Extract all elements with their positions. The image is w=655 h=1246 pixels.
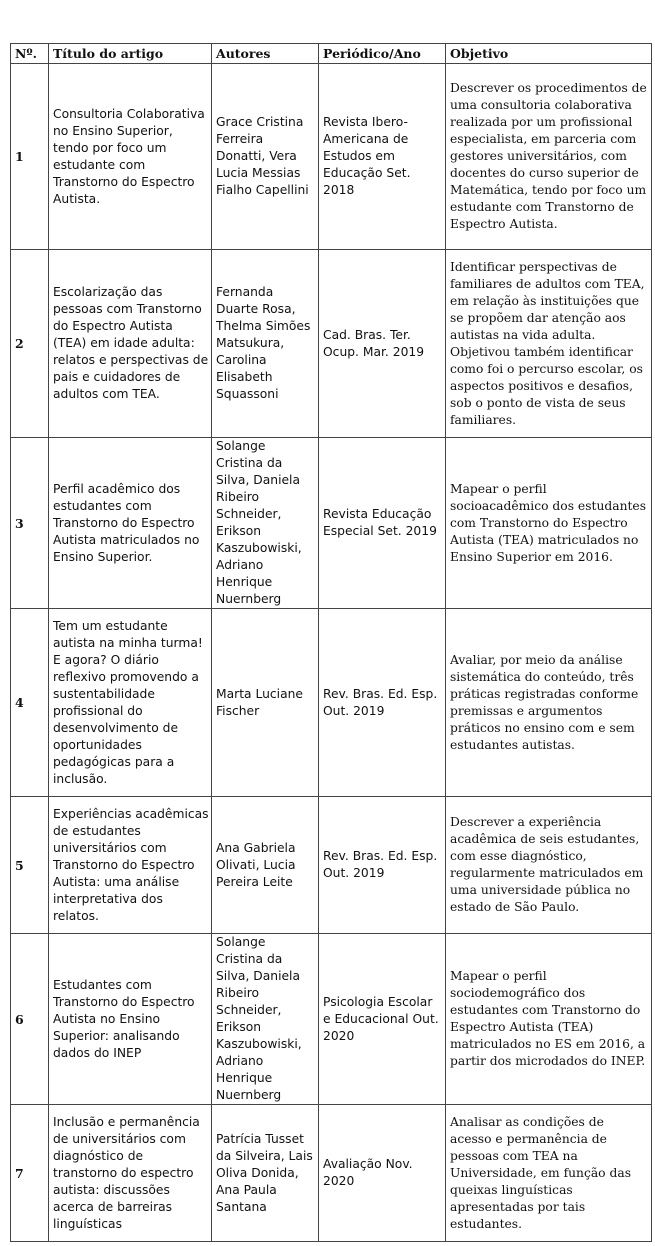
header-periodical: Periódico/Ano [319,44,446,64]
header-objective: Objetivo [446,44,652,64]
row-number: 1 [11,64,49,250]
article-title: Consultoria Colaborativa no Ensino Superior, tendo por foco um estudante com Transtorno do Espectro Autista. [49,64,212,250]
article-objective: Avaliar, por meio da análise sistemática do conteúdo, três práticas registradas conforme premissas e argumentos práticos no ensino com e sem estudantes autistas. [446,609,652,797]
article-title: Tem um estudante autista na minha turma! E agora? O diário reflexivo promovendo a sustentabilidade profissional do desenvolvimento de oportunidades pedagógicas para a inclusão. [49,609,212,797]
header-number: Nº. [11,44,49,64]
row-number: 2 [11,250,49,438]
header-authors: Autores [212,44,319,64]
table-row [11,250,652,438]
article-periodical: Avaliação Nov. 2020 [319,1105,446,1242]
article-objective: Analisar as condições de acesso e permanência de pessoas com TEA na Universidade, em função das queixas linguísticas apresentadas por tais estudantes. [446,1105,652,1242]
article-title: Perfil acadêmico dos estudantes com Transtorno do Espectro Autista matriculados no Ensino Superior. [49,438,212,609]
article-objective: Mapear o perfil socioacadêmico dos estudantes com Transtorno do Espectro Autista (TEA) matriculados no Ensino Superior em 2016. [446,438,652,609]
article-periodical: Rev. Bras. Ed. Esp. Out. 2019 [319,609,446,797]
article-authors: Fernanda Duarte Rosa, Thelma Simões Matsukura, Carolina Elisabeth Squassoni [212,250,319,438]
article-periodical: Psicologia Escolar e Educacional Out. 2020 [319,934,446,1105]
article-authors: Patrícia Tusset da Silveira, Lais Oliva Donida, Ana Paula Santana [212,1105,319,1242]
article-title: Escolarização das pessoas com Transtorno do Espectro Autista (TEA) em idade adulta: relatos e perspectivas de pais e cuidadores de adultos com TEA. [49,250,212,438]
table-row [11,609,652,797]
article-objective: Descrever os procedimentos de uma consultoria colaborativa realizada por um profissional especialista, em parceria com gestores universitários, com docentes do curso superior de Matemática, tendo por foco um estudante com Transtorno de Espectro Autista. [446,64,652,250]
table-row [11,934,652,1105]
article-title: Estudantes com Transtorno do Espectro Autista no Ensino Superior: analisando dados do INEP [49,934,212,1105]
row-number: 6 [11,934,49,1105]
article-objective: Descrever a experiência acadêmica de seis estudantes, com esse diagnóstico, regularmente matriculados em uma universidade pública no estado de São Paulo. [446,797,652,934]
row-number: 3 [11,438,49,609]
article-authors: Grace Cristina Ferreira Donatti, Vera Lucia Messias Fialho Capellini [212,64,319,250]
article-periodical: Rev. Bras. Ed. Esp. Out. 2019 [319,797,446,934]
table-row [11,1105,652,1242]
header-row [11,44,652,64]
article-authors: Marta Luciane Fischer [212,609,319,797]
row-number: 7 [11,1105,49,1242]
row-number: 4 [11,609,49,797]
table-row [11,64,652,250]
article-authors: Ana Gabriela Olivati, Lucia Pereira Leite [212,797,319,934]
article-title: Experiências acadêmicas de estudantes universitários com Transtorno do Espectro Autista: uma análise interpretativa dos relatos. [49,797,212,934]
article-periodical: Revista Educação Especial Set. 2019 [319,438,446,609]
article-objective: Identificar perspectivas de familiares de adultos com TEA, em relação às instituições que se propõem dar atenção aos autistas na vida adulta. Objetivou também identificar como foi o percurso escolar, os aspectos positivos e desafios, sob o ponto de vista de seus familiares. [446,250,652,438]
article-authors: Solange Cristina da Silva, Daniela Ribeiro Schneider, Erikson Kaszubowiski, Adriano Henrique Nuernberg [212,934,319,1105]
article-objective: Mapear o perfil sociodemográfico dos estudantes com Transtorno do Espectro Autista (TEA) matriculados no ES em 2016, a partir dos microdados do INEP. [446,934,652,1105]
article-authors: Solange Cristina da Silva, Daniela Ribeiro Schneider, Erikson Kaszubowiski, Adriano Henrique Nuernberg [212,438,319,609]
row-number: 5 [11,797,49,934]
article-periodical: Revista Ibero-Americana de Estudos em Educação Set. 2018 [319,64,446,250]
article-title: Inclusão e permanência de universitários com diagnóstico de transtorno do espectro autista: discussões acerca de barreiras linguísticas [49,1105,212,1242]
header-title: Título do artigo [49,44,212,64]
articles-table [10,43,652,1242]
table-row [11,797,652,934]
table-row [11,438,652,609]
article-periodical: Cad. Bras. Ter. Ocup. Mar. 2019 [319,250,446,438]
